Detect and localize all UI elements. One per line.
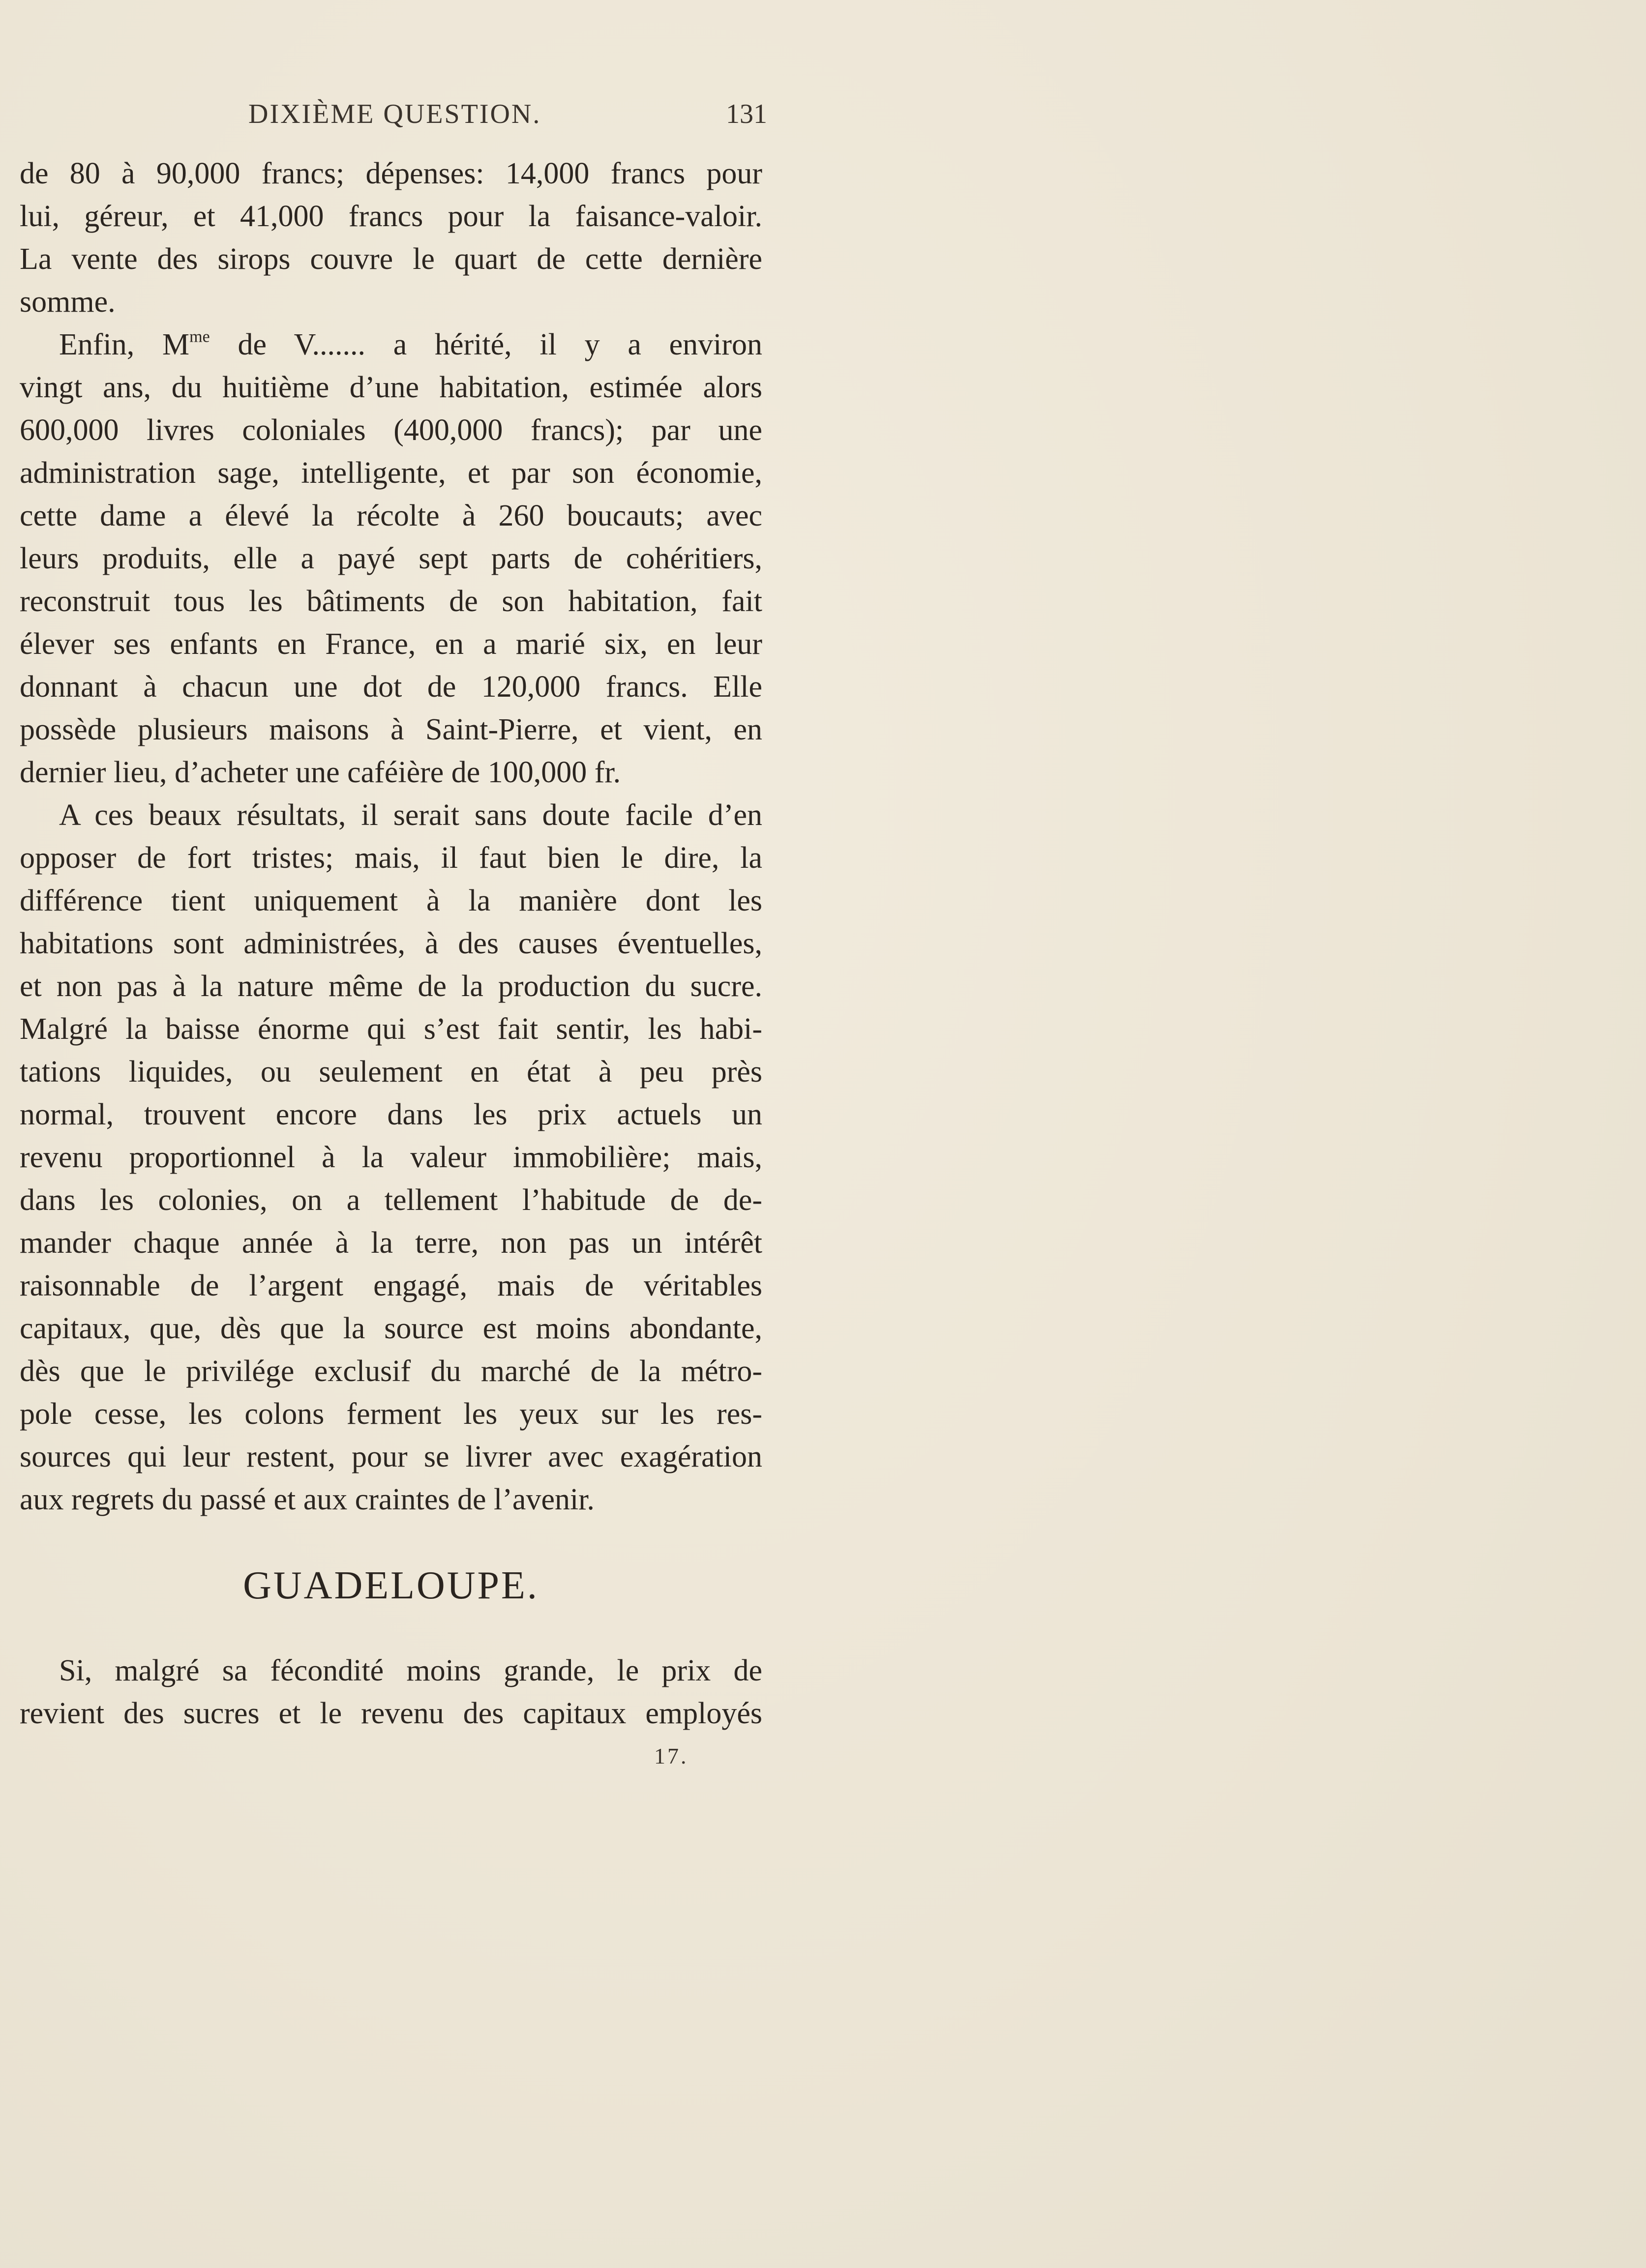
- text-line: dans les colonies, on a tellement l’habitude de de-: [20, 1183, 762, 1217]
- page-number: 131: [726, 99, 767, 129]
- text-line: donnant à chacun une dot de 120,000 francs. Elle: [20, 670, 762, 704]
- text-line: raisonnable de l’argent engagé, mais de véritables: [20, 1269, 762, 1302]
- text-line: sources qui leur restent, pour se livrer avec exagération: [20, 1440, 762, 1473]
- running-title: DIXIÈME QUESTION.: [248, 99, 541, 129]
- text-line: capitaux, que, dès que la source est moins abondante,: [20, 1312, 762, 1345]
- text-line: et non pas à la nature même de la production du sucre.: [20, 970, 762, 1003]
- text-line: opposer de fort tristes; mais, il faut bien le dire, la: [20, 841, 762, 875]
- body-text: [20, 152, 762, 1521]
- text-line: tations liquides, ou seulement en état à peu près: [20, 1055, 762, 1089]
- text-line: [20, 324, 762, 366]
- running-head: [20, 98, 767, 143]
- text-line: dès que le privilége exclusif du marché de la métro-: [20, 1355, 762, 1388]
- text-line: mander chaque année à la terre, non pas un intérêt: [20, 1226, 762, 1260]
- text-line: pole cesse, les colons ferment les yeux sur les res-: [20, 1397, 762, 1431]
- section-text: [20, 1649, 762, 1735]
- text-fragment: Enfin, M: [59, 328, 190, 361]
- text-line: leurs produits, elle a payé sept parts de cohéritiers,: [20, 542, 762, 575]
- text-fragment: de V....... a hérité, il y a environ: [209, 328, 763, 361]
- superscript: me: [189, 327, 210, 346]
- text-line: La vente des sirops couvre le quart de cette dernière: [20, 242, 762, 276]
- text-line: normal, trouvent encore dans les prix actuels un: [20, 1098, 762, 1131]
- text-line: administration sage, intelligente, et par son économie,: [20, 456, 762, 490]
- text-line: revient des sucres et le revenu des capitaux employés: [20, 1697, 762, 1730]
- text-line: dernier lieu, d’acheter une caféière de 100,000 fr.: [20, 756, 621, 789]
- text-line: possède plusieurs maisons à Saint-Pierre, et vient, en: [20, 713, 762, 746]
- text-line: 600,000 livres coloniales (400,000 francs); par une: [20, 413, 762, 447]
- text-line: revenu proportionnel à la valeur immobilière; mais,: [20, 1141, 762, 1174]
- section-heading: GUADELOUPE.: [243, 1564, 539, 1607]
- text-line: Malgré la baisse énorme qui s’est fait sentir, les habi-: [20, 1012, 762, 1046]
- text-line: A ces beaux résultats, il serait sans doute facile d’en: [59, 798, 762, 832]
- text-line: aux regrets du passé et aux craintes de l’avenir.: [20, 1483, 595, 1516]
- text-line: différence tient uniquement à la manière dont les: [20, 884, 762, 917]
- text-line: somme.: [20, 285, 116, 319]
- text-line: lui, géreur, et 41,000 francs pour la faisance-valoir.: [20, 200, 762, 233]
- text-line: vingt ans, du huitième d’une habitation, estimée alors: [20, 371, 762, 404]
- text-line: de 80 à 90,000 francs; dépenses: 14,000 francs pour: [20, 157, 762, 190]
- text-line: habitations sont administrées, à des causes éventuelles,: [20, 927, 762, 960]
- text-line: reconstruit tous les bâtiments de son habitation, fait: [20, 585, 762, 618]
- signature-mark: 17.: [654, 1743, 688, 1768]
- text-line: Si, malgré sa fécondité moins grande, le prix de: [59, 1654, 762, 1687]
- text-line: cette dame a élevé la récolte à 260 boucauts; avec: [20, 499, 762, 532]
- text-line: élever ses enfants en France, en a marié six, en leur: [20, 627, 762, 661]
